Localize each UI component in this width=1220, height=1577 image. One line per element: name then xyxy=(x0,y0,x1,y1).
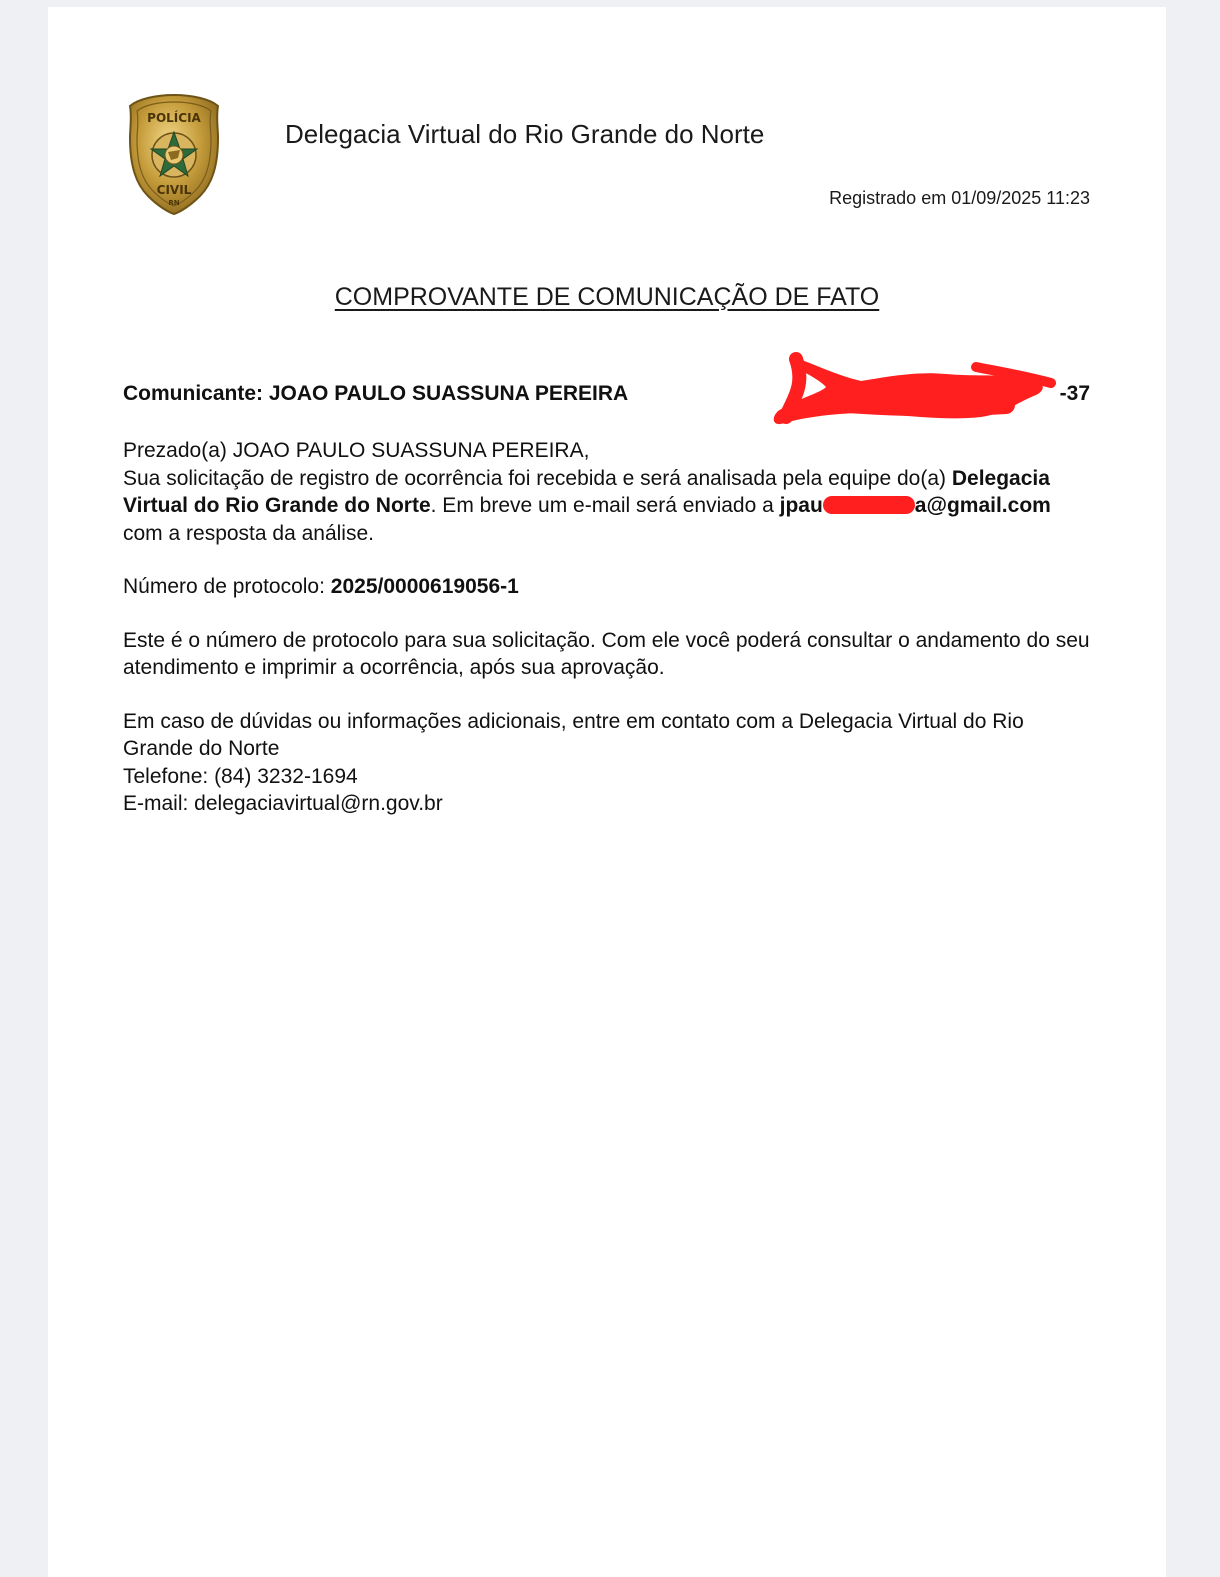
document-page xyxy=(48,7,1166,1577)
paragraph-analysis-part-3: com a resposta da análise. xyxy=(123,521,374,545)
delegacia-name-bold: Delegacia Virtual do Rio Grande do Norte xyxy=(123,466,1050,517)
badge-small-text: RN xyxy=(168,199,180,207)
user-email-end: a@gmail.com xyxy=(914,494,1051,517)
protocol-line xyxy=(123,573,1095,601)
comunicante-line: Comunicante: JOAO PAULO SUASSUNA PEREIRA xyxy=(123,382,629,405)
paragraph-protocol-info: Este é o número de protocolo para sua solicitação. Com ele você poderá consultar o andamento do seu atendimento e imprimir a ocorrência, após sua aprovação. xyxy=(123,628,1090,679)
message-body xyxy=(123,437,1095,818)
registration-timestamp: Registrado em 01/09/2025 11:23 xyxy=(829,188,1090,208)
contact-phone: Telefone: (84) 3232-1694 xyxy=(123,764,358,788)
paragraph-analysis xyxy=(123,465,1095,548)
cpf-visible-tail: -37 xyxy=(1059,382,1090,405)
policia-civil-badge-logo xyxy=(126,92,222,216)
cpf-redaction-scribble xyxy=(766,347,1061,442)
document-title: COMPROVANTE DE COMUNICAÇÃO DE FATO xyxy=(334,283,880,311)
user-email-start: jpau xyxy=(779,494,823,517)
badge-top-text: POLÍCIA xyxy=(147,111,201,125)
protocol-label: Número de protocolo: xyxy=(123,575,331,598)
paragraph-analysis-part-2: . Em breve um e-mail será enviado a xyxy=(430,494,780,517)
email-redaction xyxy=(823,496,915,514)
contact-email: E-mail: delegaciavirtual@rn.gov.br xyxy=(123,792,443,815)
document-title-row xyxy=(48,283,1166,312)
greeting: Prezado(a) JOAO PAULO SUASSUNA PEREIRA, xyxy=(123,439,590,462)
badge-bottom-text: CIVIL xyxy=(156,183,192,197)
header-title: Delegacia Virtual do Rio Grande do Norte xyxy=(285,119,765,149)
paragraph-contact-info: Em caso de dúvidas ou informações adicionais, entre em contato com a Delegacia Virtual do Rio Grande do Norte xyxy=(123,709,1024,760)
paragraph-analysis-part-1: Sua solicitação de registro de ocorrência foi recebida e será analisada pela equipe do(a) xyxy=(123,466,952,490)
protocol-number: 2025/0000619056-1 xyxy=(330,575,519,598)
